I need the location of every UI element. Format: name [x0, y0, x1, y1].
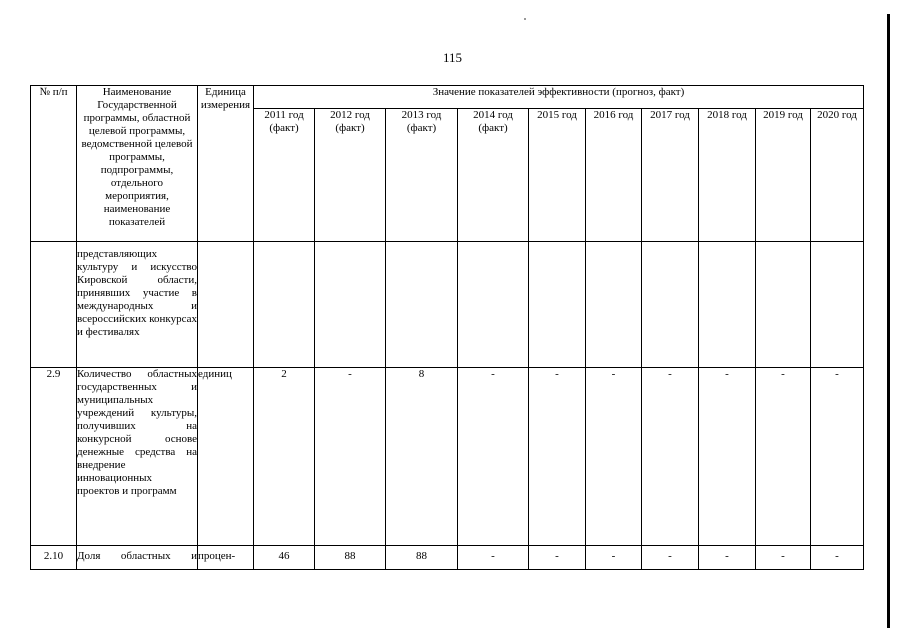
row-value-2014: -	[458, 368, 529, 546]
row-name: Количество областных государственных и муниципальных учреждений культуры, получивших на конкурсной основе денежные средства на внедрение инновационных проектов и программ	[77, 368, 198, 546]
row-value-2018	[699, 242, 756, 368]
row-value-2019: -	[756, 546, 811, 570]
row-value-2014: -	[458, 546, 529, 570]
table-row	[31, 368, 864, 546]
row-value-2018: -	[699, 368, 756, 546]
row-value-2016: -	[586, 546, 642, 570]
row-value-2013: 8	[386, 368, 458, 546]
scan-speck	[524, 18, 526, 20]
row-num	[31, 242, 77, 368]
header-unit-text: Единица измерения	[200, 86, 251, 111]
row-unit: процен-	[198, 546, 254, 570]
table-row	[31, 242, 864, 368]
row-unit	[198, 242, 254, 368]
row-value-2012: 88	[315, 546, 386, 570]
row-value-2019	[756, 242, 811, 368]
header-year-2017: 2017 год	[642, 109, 699, 242]
row-name: Доля областных и	[77, 546, 198, 570]
header-values-group-text: Значение показателей эффективности (прогноз, факт)	[432, 86, 685, 98]
header-values-group	[254, 86, 864, 109]
header-name	[77, 86, 198, 242]
header-unit	[198, 86, 254, 242]
row-value-2013	[386, 242, 458, 368]
header-year-2016: 2016 год	[586, 109, 642, 242]
row-value-2014	[458, 242, 529, 368]
header-year-2011: 2011 год (факт)	[254, 109, 315, 242]
row-value-2015	[529, 242, 586, 368]
header-row-group	[31, 86, 864, 109]
header-year-2018: 2018 год	[699, 109, 756, 242]
row-value-2017: -	[642, 546, 699, 570]
row-value-2017: -	[642, 368, 699, 546]
row-num: 2.9	[31, 368, 77, 546]
row-num: 2.10	[31, 546, 77, 570]
row-value-2018: -	[699, 546, 756, 570]
header-year-2019: 2019 год	[756, 109, 811, 242]
indicators-table	[30, 85, 864, 570]
header-year-2015: 2015 год	[529, 109, 586, 242]
row-unit: единиц	[198, 368, 254, 546]
row-value-2011	[254, 242, 315, 368]
header-num-text: № п/п	[39, 86, 68, 98]
page-number: 115	[442, 50, 463, 65]
row-value-2020: -	[811, 368, 864, 546]
header-num	[31, 86, 77, 242]
header-year-2020: 2020 год	[811, 109, 864, 242]
row-value-2012: -	[315, 368, 386, 546]
row-value-2017	[642, 242, 699, 368]
row-value-2020: -	[811, 546, 864, 570]
row-value-2013: 88	[386, 546, 458, 570]
scan-edge-line	[887, 14, 890, 628]
table-row	[31, 546, 864, 570]
row-value-2011: 46	[254, 546, 315, 570]
row-value-2015: -	[529, 546, 586, 570]
header-name-text: Наименование Государственной программы, областной целевой программы, ведомственной целевой программы, подпрограммы, отдельного мероприятия, наименование показателей	[81, 86, 193, 228]
row-value-2015: -	[529, 368, 586, 546]
row-value-2020	[811, 242, 864, 368]
header-year-2012: 2012 год (факт)	[315, 109, 386, 242]
header-year-2014: 2014 год (факт)	[458, 109, 529, 242]
row-value-2012	[315, 242, 386, 368]
row-value-2016	[586, 242, 642, 368]
row-value-2011: 2	[254, 368, 315, 546]
row-value-2016: -	[586, 368, 642, 546]
row-value-2019: -	[756, 368, 811, 546]
row-name: представляющих культуру и искусство Кировской области, принявших участие в международных и всероссийских конкурсах и фестивалях	[77, 242, 198, 368]
header-year-2013: 2013 год (факт)	[386, 109, 458, 242]
